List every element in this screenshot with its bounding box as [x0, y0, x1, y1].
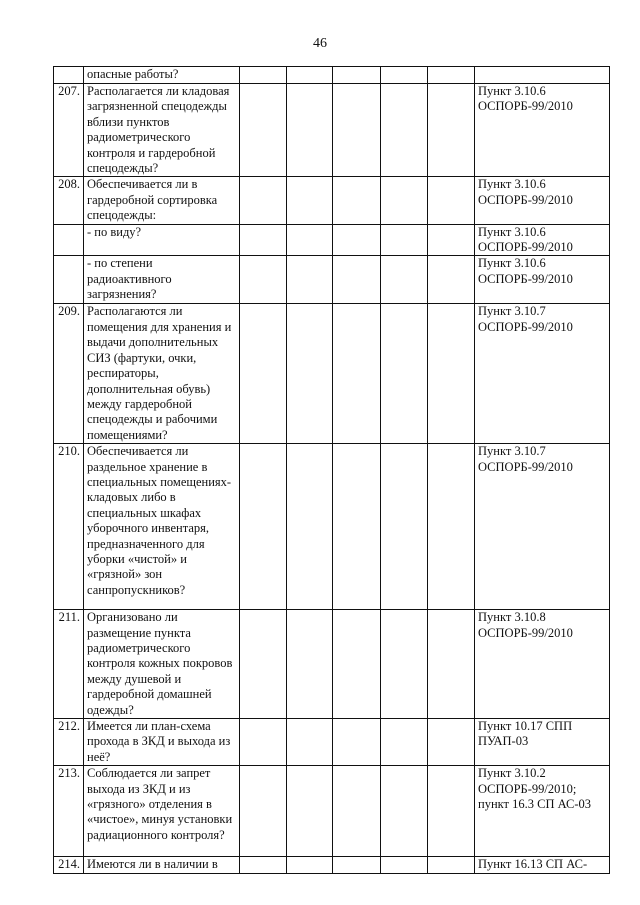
blank-cell	[333, 84, 381, 177]
blank-cell	[333, 718, 381, 765]
row-number: 214.	[54, 857, 84, 873]
blank-cell	[381, 304, 428, 444]
blank-cell	[333, 224, 381, 256]
row-number: 207.	[54, 84, 84, 177]
table-row	[54, 224, 610, 256]
question-cell: Организовано ли размещение пункта радиометрического контроля кожных покровов между душевой и гардеробной домашней одежды?	[84, 610, 240, 719]
blank-cell	[381, 84, 428, 177]
question-cell: опасные работы?	[84, 67, 240, 84]
blank-cell	[333, 610, 381, 719]
question-cell: Имеются ли в наличии в	[84, 857, 240, 873]
table-row	[54, 304, 610, 444]
row-number: 213.	[54, 766, 84, 857]
table-row	[54, 610, 610, 719]
blank-cell	[240, 84, 287, 177]
blank-cell	[333, 304, 381, 444]
blank-cell	[381, 444, 428, 610]
blank-cell	[240, 304, 287, 444]
blank-cell	[381, 718, 428, 765]
blank-cell	[287, 444, 333, 610]
blank-cell	[428, 766, 475, 857]
reference-cell: Пункт 16.13 СП АС-	[475, 857, 610, 873]
question-cell: Имеется ли план-схема прохода в ЗКД и выхода из неё?	[84, 718, 240, 765]
blank-cell	[333, 444, 381, 610]
question-cell: Располагаются ли помещения для хранения и выдачи дополнительных СИЗ (фартуки, очки, респираторы, дополнительная обувь) между гардеробной спецодежды и рабочими помещениями?	[84, 304, 240, 444]
blank-cell	[381, 857, 428, 873]
blank-cell	[240, 224, 287, 256]
reference-cell: Пункт 3.10.6 ОСПОРБ-99/2010	[475, 177, 610, 224]
reference-cell: Пункт 3.10.6 ОСПОРБ-99/2010	[475, 256, 610, 304]
question-cell: - по виду?	[84, 224, 240, 256]
table-row	[54, 444, 610, 610]
reference-cell: Пункт 3.10.2 ОСПОРБ-99/2010; пункт 16.3 СП АС-03	[475, 766, 610, 857]
table-row	[54, 857, 610, 873]
blank-cell	[240, 718, 287, 765]
table-row	[54, 256, 610, 304]
question-cell: Располагается ли кладовая загрязненной спецодежды вблизи пунктов радиометрического контроля и гардеробной спецодежды?	[84, 84, 240, 177]
blank-cell	[381, 256, 428, 304]
blank-cell	[333, 67, 381, 84]
checklist-table	[53, 66, 610, 874]
blank-cell	[428, 718, 475, 765]
blank-cell	[287, 766, 333, 857]
row-number: 208.	[54, 177, 84, 224]
blank-cell	[428, 256, 475, 304]
blank-cell	[333, 256, 381, 304]
blank-cell	[333, 857, 381, 873]
blank-cell	[381, 67, 428, 84]
blank-cell	[428, 84, 475, 177]
row-number: 210.	[54, 444, 84, 610]
blank-cell	[287, 304, 333, 444]
reference-cell: Пункт 10.17 СПП ПУАП-03	[475, 718, 610, 765]
row-number: 209.	[54, 304, 84, 444]
blank-cell	[287, 224, 333, 256]
blank-cell	[240, 256, 287, 304]
blank-cell	[240, 444, 287, 610]
blank-cell	[287, 177, 333, 224]
blank-cell	[240, 67, 287, 84]
question-cell: - по степени радиоактивного загрязнения?	[84, 256, 240, 304]
reference-cell: Пункт 3.10.6 ОСПОРБ-99/2010	[475, 84, 610, 177]
blank-cell	[287, 84, 333, 177]
blank-cell	[240, 766, 287, 857]
reference-cell	[475, 67, 610, 84]
blank-cell	[287, 256, 333, 304]
table-row	[54, 766, 610, 857]
blank-cell	[381, 766, 428, 857]
blank-cell	[240, 857, 287, 873]
blank-cell	[287, 857, 333, 873]
row-number	[54, 67, 84, 84]
blank-cell	[428, 177, 475, 224]
blank-cell	[240, 177, 287, 224]
table-row	[54, 177, 610, 224]
question-cell: Обеспечивается ли в гардеробной сортировка спецодежды:	[84, 177, 240, 224]
blank-cell	[428, 67, 475, 84]
row-number: 212.	[54, 718, 84, 765]
table-row	[54, 84, 610, 177]
reference-cell: Пункт 3.10.8 ОСПОРБ-99/2010	[475, 610, 610, 719]
blank-cell	[428, 224, 475, 256]
row-number: 211.	[54, 610, 84, 719]
blank-cell	[381, 177, 428, 224]
blank-cell	[381, 224, 428, 256]
blank-cell	[287, 718, 333, 765]
row-number	[54, 256, 84, 304]
reference-cell: Пункт 3.10.7 ОСПОРБ-99/2010	[475, 304, 610, 444]
question-cell: Соблюдается ли запрет выхода из ЗКД и из «грязного» отделения в «чистое», минуя установки радиационного контроля?	[84, 766, 240, 857]
blank-cell	[333, 766, 381, 857]
reference-cell: Пункт 3.10.7 ОСПОРБ-99/2010	[475, 444, 610, 610]
blank-cell	[240, 610, 287, 719]
reference-cell: Пункт 3.10.6 ОСПОРБ-99/2010	[475, 224, 610, 256]
blank-cell	[428, 610, 475, 719]
row-number	[54, 224, 84, 256]
blank-cell	[287, 610, 333, 719]
blank-cell	[381, 610, 428, 719]
blank-cell	[428, 444, 475, 610]
table-row	[54, 718, 610, 765]
table-row	[54, 67, 610, 84]
blank-cell	[287, 67, 333, 84]
blank-cell	[333, 177, 381, 224]
page-number: 46	[313, 36, 327, 51]
blank-cell	[428, 857, 475, 873]
question-cell: Обеспечивается ли раздельное хранение в специальных помещениях-кладовых либо в специальных шкафах уборочного инвентаря, предназначенного для уборки «чистой» и «грязной» зон санпропускников?	[84, 444, 240, 610]
blank-cell	[428, 304, 475, 444]
